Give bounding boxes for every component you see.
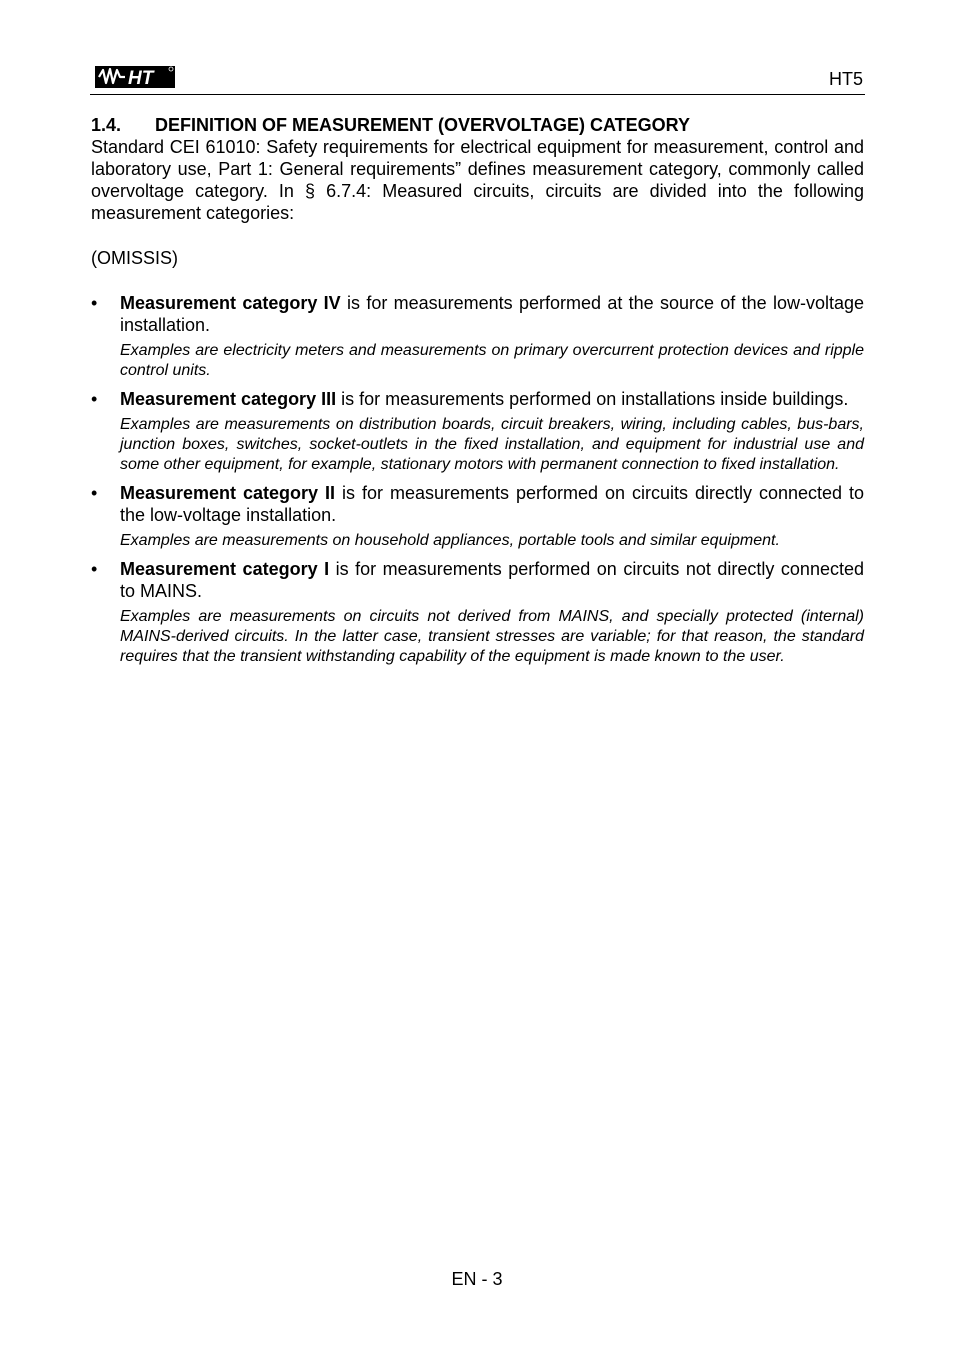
category-name: Measurement category II bbox=[120, 483, 336, 503]
bullet-icon: • bbox=[91, 293, 98, 313]
category-name: Measurement category IV bbox=[120, 293, 341, 313]
category-name: Measurement category I bbox=[120, 559, 330, 579]
section-title: DEFINITION OF MEASUREMENT (OVERVOLTAGE) CATEGORY bbox=[155, 115, 691, 135]
page-number: EN - 3 bbox=[451, 1269, 503, 1289]
bullet-icon: • bbox=[91, 483, 98, 503]
ht-logo-icon bbox=[95, 64, 175, 90]
category-description: is for measurements performed on installations inside buildings. bbox=[341, 389, 849, 409]
category-example: Examples are electricity meters and measurements on primary overcurrent protection devices and ripple control units. bbox=[120, 342, 864, 379]
section-number: 1.4. bbox=[91, 115, 122, 135]
category-description: is for measurements performed on circuits not directly connected to MAINS. bbox=[120, 559, 864, 601]
omissis-text: (OMISSIS) bbox=[91, 248, 179, 268]
category-example: Examples are measurements on distribution boards, circuit breakers, wiring, including cables, bus-bars, junction boxes, switches, socket-outlets in the fixed installation, and equipment for industrial use and some other equipment, for example, stationary motors with permanent connection to fixed installation. bbox=[120, 416, 864, 473]
intro-paragraph: Standard CEI 61010: Safety requirements for electrical equipment for measurement, control and laboratory use, Part 1: General requirements” defines measurement category, commonly called overvoltage category. In § 6.7.4: Measured circuits, circuits are divided into the following measurement categories: bbox=[91, 137, 864, 223]
category-list bbox=[91, 292, 864, 667]
list-item bbox=[91, 292, 864, 381]
list-item bbox=[91, 388, 864, 475]
category-name: Measurement category III bbox=[120, 389, 337, 409]
list-item bbox=[91, 558, 864, 667]
list-item bbox=[91, 482, 864, 551]
page-header bbox=[90, 60, 865, 95]
ht-logo bbox=[95, 64, 175, 90]
category-example: Examples are measurements on circuits not derived from MAINS, and specially protected (internal) MAINS-derived circuits. In the latter case, transient stresses are variable; for that reason, the standard requires that the transient withstanding capability of the equipment is made known to the user. bbox=[120, 608, 864, 665]
category-example: Examples are measurements on household appliances, portable tools and similar equipment. bbox=[120, 532, 780, 549]
bullet-icon: • bbox=[91, 559, 98, 579]
section-heading bbox=[91, 114, 864, 136]
category-description: is for measurements performed on circuits directly connected to the low-voltage installation. bbox=[120, 483, 865, 525]
model-label: HT5 bbox=[828, 69, 863, 89]
category-description: is for measurements performed at the source of the low-voltage installation. bbox=[120, 293, 864, 335]
logo-text: HT bbox=[128, 68, 154, 89]
bullet-icon: • bbox=[91, 389, 98, 409]
page-content bbox=[91, 114, 864, 674]
